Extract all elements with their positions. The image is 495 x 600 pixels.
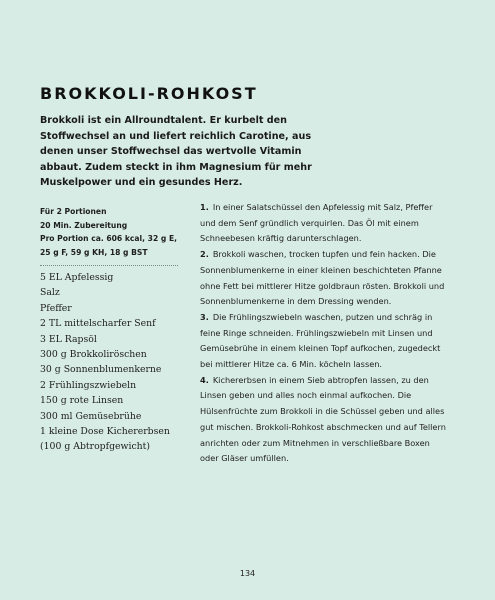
ingredient-item: 300 ml Gemüsebrühe bbox=[40, 410, 142, 422]
page-number: 134 bbox=[239, 569, 256, 578]
ingredient-item: 150 g rote Linsen bbox=[40, 395, 124, 407]
ingredient-item: Salz bbox=[40, 287, 60, 299]
ingredient-item: 2 TL mittelscharfer Senf bbox=[40, 318, 156, 330]
step-text: Die Frühlingszwiebeln waschen, putzen und schräg in feine Ringe schneiden. Frühlingszwiebeln mit Linsen und Gemüsebrühe in einem kleinen Topf aufkochen, zugedeckt bei mittlerer Hitze ca. 6 Min. köcheln lassen. bbox=[200, 311, 441, 370]
step-2 bbox=[200, 247, 450, 310]
ingredient-item: 30 g Sonnenblumenkerne bbox=[40, 364, 162, 376]
step-number: 2. bbox=[200, 249, 209, 260]
recipe-meta bbox=[40, 205, 190, 259]
step-number: 3. bbox=[200, 311, 209, 322]
step-text: Brokkoli waschen, trocken tupfen und fein hacken. Die Sonnenblumenkerne in einer kleinen beschichteten Pfanne ohne Fett bei mittlerer Hitze goldbraun rösten. Brokkoli und Sonnenblumenkerne in dem Dressing wenden. bbox=[200, 249, 445, 307]
step-number: 4. bbox=[200, 374, 209, 385]
nutrition-line-2: 25 g F, 59 g KH, 18 g BST bbox=[40, 247, 148, 257]
step-1 bbox=[200, 200, 450, 247]
ingredient-item: 1 kleine Dose Kichererbsen bbox=[40, 426, 170, 438]
step-text: Kichererbsen in einem Sieb abtropfen lassen, zu den Linsen geben und alles noch einmal aufkochen. Die Hülsenfrüchte zum Brokkoli in die Schüssel geben und alles gut mischen. Brokkoli-Rohkost abschmecken und auf Tellern anrichten oder zum Mitnehmen in verschließbare Boxen oder Gläser umfüllen. bbox=[200, 374, 446, 464]
step-3 bbox=[200, 310, 450, 373]
ingredient-item: 2 Frühlingszwiebeln bbox=[40, 379, 137, 391]
ingredient-item: Pfeffer bbox=[40, 302, 72, 314]
step-number: 1. bbox=[200, 202, 209, 212]
ingredient-item: (100 g Abtropfgewicht) bbox=[40, 441, 151, 453]
step-4 bbox=[200, 373, 450, 467]
ingredient-item: 5 EL Apfelessig bbox=[40, 272, 114, 283]
nutrition-line-1: Pro Portion ca. 606 kcal, 32 g E, bbox=[40, 234, 178, 243]
prep-time: 20 Min. Zubereitung bbox=[40, 220, 128, 230]
ingredient-item: 3 EL Rapsöl bbox=[40, 333, 97, 345]
servings: Für 2 Portionen bbox=[40, 207, 107, 216]
recipe-title: BROKKOLI-ROHKOST bbox=[40, 84, 258, 103]
divider bbox=[40, 265, 178, 266]
step-text: In einer Salatschüssel den Apfelessig mit Salz, Pfeffer und dem Senf gründlich verquirlen. Das Öl mit einem Schneebesen kräftig darunterschlagen. bbox=[200, 202, 433, 244]
recipe-intro: Brokkoli ist ein Allroundtalent. Er kurbelt den Stoffwechsel an und liefert reichlich Carotine, aus denen unser Stoffwechsel das wertvolle Vitamin abbaut. Zudem steckt in ihm Magnesium für mehr Muskelpower und ein gesundes Herz. bbox=[40, 115, 312, 188]
ingredient-list bbox=[40, 270, 190, 455]
instructions bbox=[200, 200, 450, 467]
ingredient-item: 300 g Brokkoliröschen bbox=[40, 349, 147, 361]
